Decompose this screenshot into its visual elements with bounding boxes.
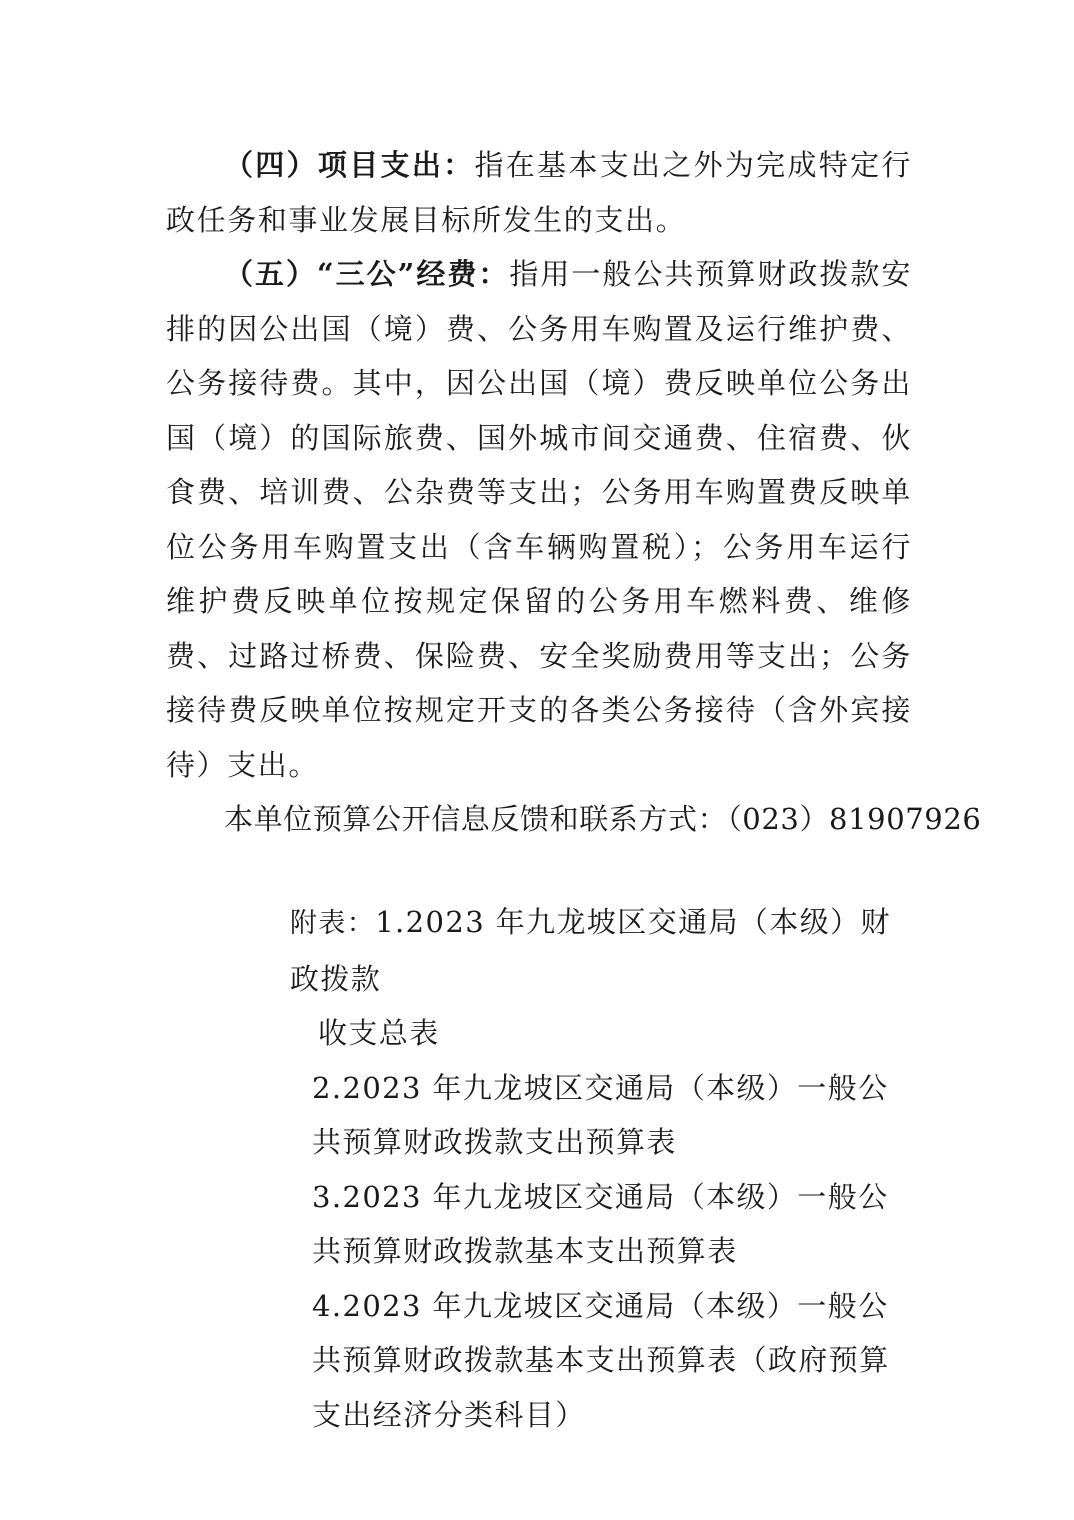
appendix-label: 附表： <box>290 908 376 939</box>
appendix-item-4: 4.2023 年九龙坡区交通局（本级）一般公共预算财政拨款基本支出预算表（政府预算支出经济分类科目） <box>312 1288 890 1432</box>
appendix-item-1-line1: 1.2023 年九龙坡区交通局（本级）财政拨款 <box>290 905 891 996</box>
section-4-heading: （四）项目支出： <box>224 148 475 182</box>
appendix-item-1-line2: 收支总表 <box>318 1016 440 1050</box>
appendix-item-2: 2.2023 年九龙坡区交通局（本级）一般公共预算财政拨款支出预算表 <box>312 1070 889 1159</box>
section-4-text: 指在基本支出之外为完成特定行政任务和事业发展目标所发生的支出。 <box>166 148 912 237</box>
section-5-heading: （五）“三公”经费： <box>224 257 510 291</box>
appendix-item-1 <box>290 895 912 1006</box>
section-5-paragraph <box>166 247 912 792</box>
section-5-text: 指用一般公共预算财政拨款安排的因公出国（境）费、公务用车购置及运行维护费、公务接待费。其中，因公出国（境）费反映单位公务出国（境）的国际旅费、国外城市间交通费、住宿费、伙食费、培训费、公杂费等支出；公务用车购置费反映单位公务用车购置支出（含车辆购置税）；公务用车运行维护费反映单位按规定保留的公务用车燃料费、维修费、过路过桥费、保险费、安全奖励费用等支出；公务接待费反映单位按规定开支的各类公务接待（含外宾接待）支出。 <box>166 257 912 782</box>
appendix-list <box>290 895 912 1442</box>
body-text <box>166 138 982 847</box>
section-4-paragraph <box>166 138 912 247</box>
appendix-item-3: 3.2023 年九龙坡区交通局（本级）一般公共预算财政拨款基本支出预算表 <box>312 1179 889 1268</box>
contact-line: 本单位预算公开信息反馈和联系方式：（023）81907926 <box>224 802 982 836</box>
